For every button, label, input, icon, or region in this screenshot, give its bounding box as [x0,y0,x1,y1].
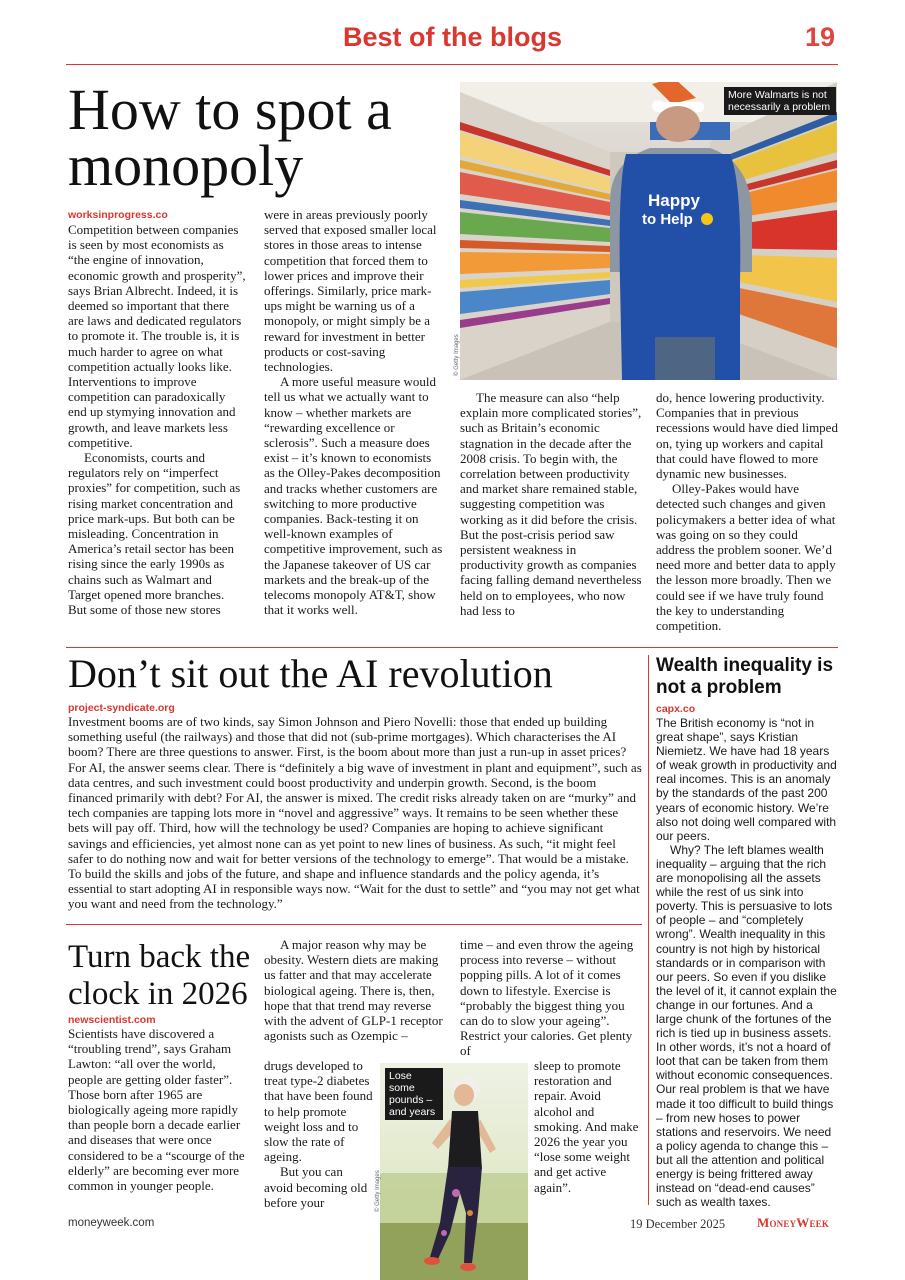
ageing-source: newscientist.com [68,1014,156,1026]
ageing-column-3-bottom [534,1058,642,1195]
section-rule [66,924,642,925]
paragraph: A major reason why may be obesity. Western diets are making us fatter and that may accelerate biological ageing. There is, then, hope that that trend may reverse with the advent of GLP-1 receptor agonists such as Ozempic – [264,937,443,1044]
supermarket-illustration [460,82,837,380]
paragraph: Scientists have discovered a “troubling trend”, says Graham Lawton: “all over the world, people are getting older faster”. Those born after 1965 are biologically ageing more rapidly than people born a decade earlier and diseases that were once considered to be a “scourge of the elderly” are becoming ever more common in younger people. [68,1026,245,1194]
ageing-column-3-top [460,937,642,1059]
paragraph: A more useful measure would tell us what we actually want to know – whether markets are “rewarding excellence or sclerosis”. Such a measure does exist – it’s known to economists as the Olley-Pakes decomposition and tracks whether customers are switching to more productive companies. Back-testing it on well-known examples of competitive improvement, such as the Japanese takeover of US car markets and the break-up of the telecoms monopoly AT&T, show that it works well. [264,374,443,618]
monopoly-image-caption: More Walmarts is not necessarily a problem [724,87,836,115]
ai-body [68,714,642,912]
monopoly-column-4 [656,390,838,633]
footer-brand-logo: MoneyWeek [757,1215,830,1230]
section-rule [66,647,838,648]
ageing-image-caption: Lose some pounds – and years [385,1068,443,1120]
monopoly-column-2 [264,207,444,617]
wealth-headline: Wealth inequality is not a problem [656,655,834,698]
paragraph: The British economy is “not in great shape”, says Kristian Niemietz. We have had 18 years of weak growth in productivity and real incomes. This is an anomaly by the standards of the past 200 years of economic history. We’re also not doing well compared with our peers. [656,716,837,843]
monopoly-headline: How to spot a monopoly [68,77,392,198]
supermarket-photo [460,82,837,380]
vest-text: Happy [648,191,700,210]
paragraph: do, hence lowering productivity. Companies that in previous recessions would have died limped on, tying up workers and capital that could have flowed to more dynamic new businesses. [656,390,838,482]
ageing-column-2-top [264,937,444,1043]
ageing-column-1 [68,1026,250,1193]
header-rule [66,64,838,65]
smiley-icon [701,213,713,225]
ai-headline: Don’t sit out the AI revolution [68,651,553,696]
paragraph: Economists, courts and regulators rely on “imperfect proxies” for competition, such as rising market concentration and price mark-ups. But both can be misleading. Concentration in America’s retail sector has been rising since the early 1990s as chains such as Walmart and Target opened more branches. But some of those new stores [68,450,241,618]
ageing-headline: Turn back the clock in 2026 [68,939,251,1012]
footer-date: 19 December 2025 [630,1217,726,1231]
section-title: Best of the blogs [342,22,562,52]
paragraph: Competition between companies is seen by most economists as “the engine of innovation, economic growth and prosperity”, says Brian Albrecht. Indeed, it is deemed so important that there are laws and dedicated regulators to promote it. The trouble is, it is much harder to agree on what competition actually looks like. Interventions to improve competition can paradoxically end up stymying innovation and growth, and leave markets less competitive. [68,222,246,450]
ai-source: project-syndicate.org [68,702,175,714]
monopoly-image-credit: © Getty Images [454,334,460,376]
monopoly-column-3 [460,390,642,618]
page-number: 19 [804,22,835,52]
paragraph: time – and even throw the ageing process into reverse – without popping pills. A lot of it comes down to lifestyle. Exercise is “probably the biggest thing you can do to slow your ageing”. Restrict your calories. Get plenty of [460,937,634,1059]
column-divider [648,655,649,1205]
paragraph: But you can avoid becoming old before your [264,1164,368,1210]
paragraph: Olley-Pakes would have detected such changes and given policymakers a better idea of what was going on so they could address the problem sooner. We’d need more and better data to apply the lesson more broadly. Then we could see if we have truly found the key to understanding competition. [656,481,836,634]
vest-text: to Help [642,211,693,228]
footer-site: moneyweek.com [68,1217,155,1229]
paragraph: Why? The left blames wealth inequality – arguing that the rich are monopolising all the assets while the rest of us sink into poverty. This is persuasive to lots of people – and “completely wrong”. Wealth inequality in this country is not high by historical standards or in comparison with our peers. So even if you dislike the level of it, it cannot explain the change in our fortunes. And a large chunk of the fortunes of the rich is tied up in business assets. In other words, it’s not a hoard of loot that can be taken from them without economic consequences. Our real problem is that we have made it too difficult to build things – from new hoses to power stations and reservoirs. We need a policy agenda to change this – but all the attention and political energy is being frittered away instead on “dead-end causes” such as wealth taxes. [656,842,837,1210]
ageing-image-credit: © Getty Images [375,1170,381,1212]
ageing-column-2-bottom [264,1058,374,1210]
paragraph: were in areas previously poorly served that exposed smaller local stores in those areas to intense competition that forced them to lower prices and improve their offerings. Similarly, price mark-ups might be warning us of a monopoly, or might simply be a reward for investment in better products or cost-saving technologies. [264,207,437,375]
monopoly-source: worksinprogress.co [68,209,168,221]
monopoly-column-1 [68,222,246,617]
paragraph: Investment booms are of two kinds, say Simon Johnson and Piero Novelli: those that ended up building something useful (the railways) and those that did not (sub-prime mortgages). Which characterises the AI boom? There are three questions to answer. First, is the boom about more than just a run-up in asset prices? For AI, the answer seems clear. There is “definitely a big wave of investment in plant and equipment”, such as data centres, and such investment could boost productivity and underpin growth. Second, is the boom financed primarily with debt? For AI, the answer is mixed. The credit risks already taken on are “murky” and tech companies are tapping lots more in “novel and aggressive” ways. It remains to be seen whether these bets will pay off. Third, how will the technology be used? Companies are hoping to achieve significant savings and efficiencies, yet almost none can as yet point to new lines of business. As such, “it might feel safer to do nothing now and wait for better versions of the technology to emerge”. That would be a mistake. To build the skills and jobs of the future, and shape and influence standards and the policy agenda, it’s essential to start adopting AI in responsible ways now. “Wait for the dust to settle” and “you may not get what you want and need from the technology.” [68,714,642,912]
wealth-source: capx.co [656,703,696,715]
paragraph: The measure can also “help explain more complicated stories”, such as Britain’s economic stagnation in the decade after the 2008 crisis. To begin with, the correlation between productivity and market share remained stable, suggesting competition was working as it did before the crisis. But the post-crisis period saw persistent weakness in productivity growth as companies facing falling demand nevertheless held on to employees, who now had less to [460,390,642,618]
paragraph: sleep to promote restoration and repair. Avoid alcohol and smoking. And make 2026 the year you “lose some weight and get active again”. [534,1058,639,1195]
wealth-body [656,716,838,1209]
paragraph: drugs developed to treat type-2 diabetes that have been found to help promote weight loss and to slow the rate of ageing. [264,1058,373,1165]
